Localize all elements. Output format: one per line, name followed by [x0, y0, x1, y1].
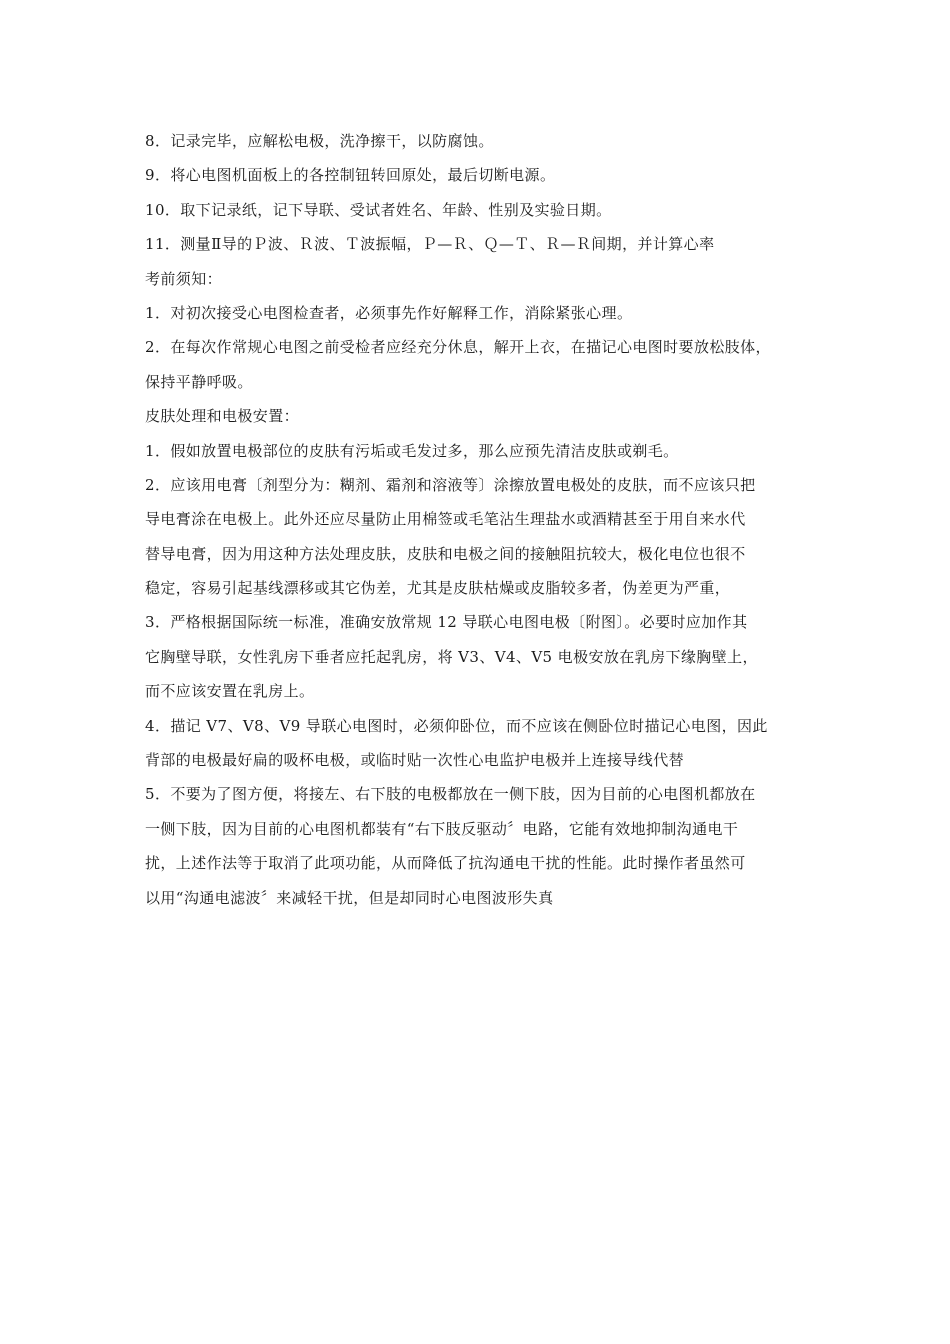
text-line: 2．应该用电膏〔剂型分为：糊剂、霜剂和溶液等〕涂擦放置电极处的皮肤，而不应该只把: [145, 475, 756, 494]
text-line: 3．严格根据国际统一标准，准确安放常规 12 导联心电图电极〔附图〕。必要时应加作其: [145, 613, 748, 632]
text-line: 导电膏涂在电极上。此外还应尽量防止用棉签或毛笔沾生理盐水或酒精甚至于用自来水代: [145, 510, 746, 529]
text-line: 它胸壁导联，女性乳房下垂者应托起乳房，将 V3、V4、V5 电极安放在乳房下缘胸壁上，: [145, 647, 758, 666]
text-line: 1．对初次接受心电图检查者，必须事先作好解释工作，消除紧张心理。: [145, 303, 633, 322]
text-line: 9．将心电图机面板上的各控制钮转回原处，最后切断电源。: [145, 166, 556, 185]
text-line: 而不应该安置在乳房上。: [145, 682, 315, 701]
section-heading: 考前须知：: [145, 269, 223, 288]
text-line: 以用“沟通电滤波〞来减轻干扰，但是却同时心电图波形失真: [145, 888, 554, 907]
text-line: 1．假如放置电极部位的皮肤有污垢或毛发过多，那么应预先清洁皮肤或剃毛。: [145, 441, 679, 460]
text-line: 保持平静呼吸。: [145, 372, 253, 391]
text-line: 扰，上述作法等于取消了此项功能，从而降低了抗沟通电干扰的性能。此时操作者虽然可: [145, 854, 746, 873]
text-line: 2．在每次作常规心电图之前受检者应经充分休息，解开上衣，在描记心电图时要放松肢体，: [145, 338, 771, 357]
document-body: [145, 124, 825, 915]
text-line: 4．描记 V7、V8、V9 导联心电图时，必须仰卧位，而不应该在侧卧位时描记心电图，因此: [145, 716, 768, 735]
text-line: 11．测量Ⅱ导的Ｐ波、Ｒ波、Ｔ波振幅，Ｐ—Ｒ、Ｑ—Ｔ、Ｒ—Ｒ间期，并计算心率: [145, 235, 715, 254]
section-heading: 皮肤处理和电极安置：: [145, 407, 300, 426]
text-line: 替导电膏，因为用这种方法处理皮肤，皮肤和电极之间的接触阻抗较大，极化电位也很不: [145, 544, 746, 563]
text-line: 8．记录完毕，应解松电极，洗净擦干，以防腐蚀。: [145, 132, 494, 150]
text-line: 一侧下肢，因为目前的心电图机都装有“右下肢反驱动〞电路，它能有效地抑制沟通电干: [145, 819, 739, 838]
text-line: 背部的电极最好扁的吸杯电极，或临时贴一次性心电监护电极并上连接导线代替: [145, 751, 685, 770]
text-line: 10．取下记录纸，记下导联、受试者姓名、年龄、性别及实验日期。: [145, 200, 612, 219]
text-line: 5．不要为了图方便，将接左、右下肢的电极都放在一侧下肢，因为目前的心电图机都放在: [145, 785, 756, 804]
text-line: 稳定，容易引起基线漂移或其它伪差，尤其是皮肤枯燥或皮脂较多者，伪差更为严重，: [145, 579, 731, 598]
